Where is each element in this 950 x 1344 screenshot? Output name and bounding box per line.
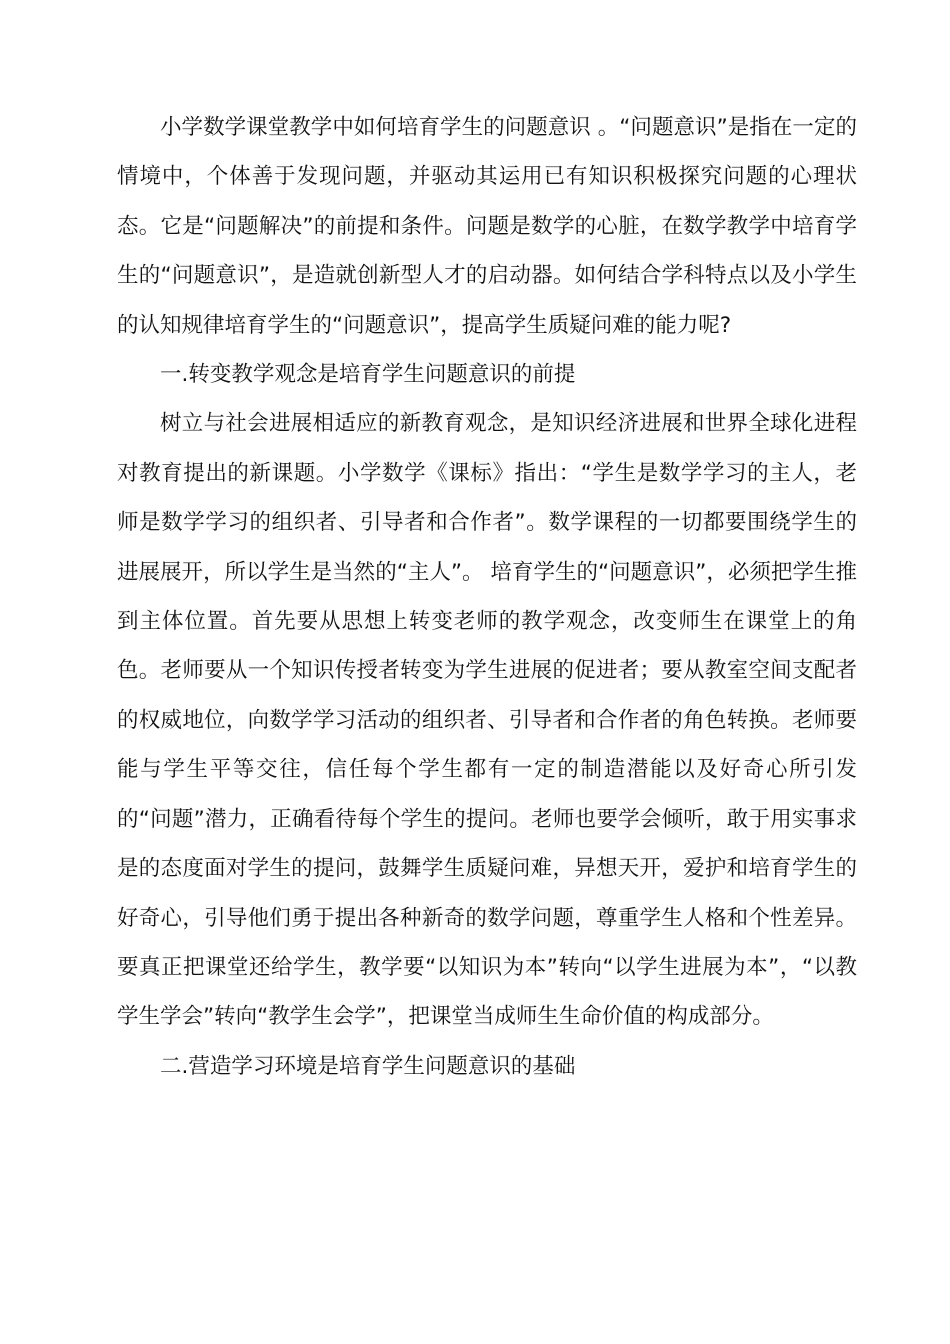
section-heading-1: 一.转变教学观念是培育学生问题意识的前提 — [160, 362, 576, 388]
section-1-paragraph: 树立与社会进展相适应的新教育观念，是知识经济进展和世界全球化进程对教育提出的新课题。小学数学《课标》指出：“学生是数学学习的主人，老师是数学学习的组织者、引导者和合作者”。数学课程的一切都要围绕学生的进展展开，所以学生是当然的“主人”。 培育学生的“问题意识”，必须把学生推到主体位置。首先要从思想上转变老师的教学观念，改变师生在课堂上的角色。老师要从一个知识传授者转变为学生进展的促进者；要从教室空间支配者的权威地位，向数学学习活动的组织者、引导者和合作者的角色转换。老师要能与学生平等交往，信任每个学生都有一定的制造潜能以及好奇心所引发的“问题”潜力，正确看待每个学生的提问。老师也要学会倾听，敢于用实事求是的态度面对学生的提问，鼓舞学生质疑问难，异想天开，爱护和培育学生的好奇心，引导他们勇于提出各种新奇的数学问题，尊重学生人格和个性差异。要真正把课堂还给学生，教学要“以知识为本”转向“以学生进展为本”，“以教学生学会”转向“教学生会学”，把课堂当成师生生命价值的构成部分。 — [117, 411, 857, 1030]
document-page — [117, 103, 857, 1091]
section-heading-2: 二.营造学习环境是培育学生问题意识的基础 — [160, 1053, 576, 1079]
intro-paragraph: 小学数学课堂教学中如何培育学生的问题意识 。“问题意识”是指在一定的情境中，个体善于发现问题，并驱动其运用已有知识积极探究问题的心理状态。它是“问题解决”的前提和条件。问题是数学的心脏，在数学教学中培育学生的“问题意识”，是造就创新型人才的启动器。如何结合学科特点以及小学生的认知规律培育学生的“问题意识”，提高学生质疑问难的能力呢? — [117, 115, 857, 338]
